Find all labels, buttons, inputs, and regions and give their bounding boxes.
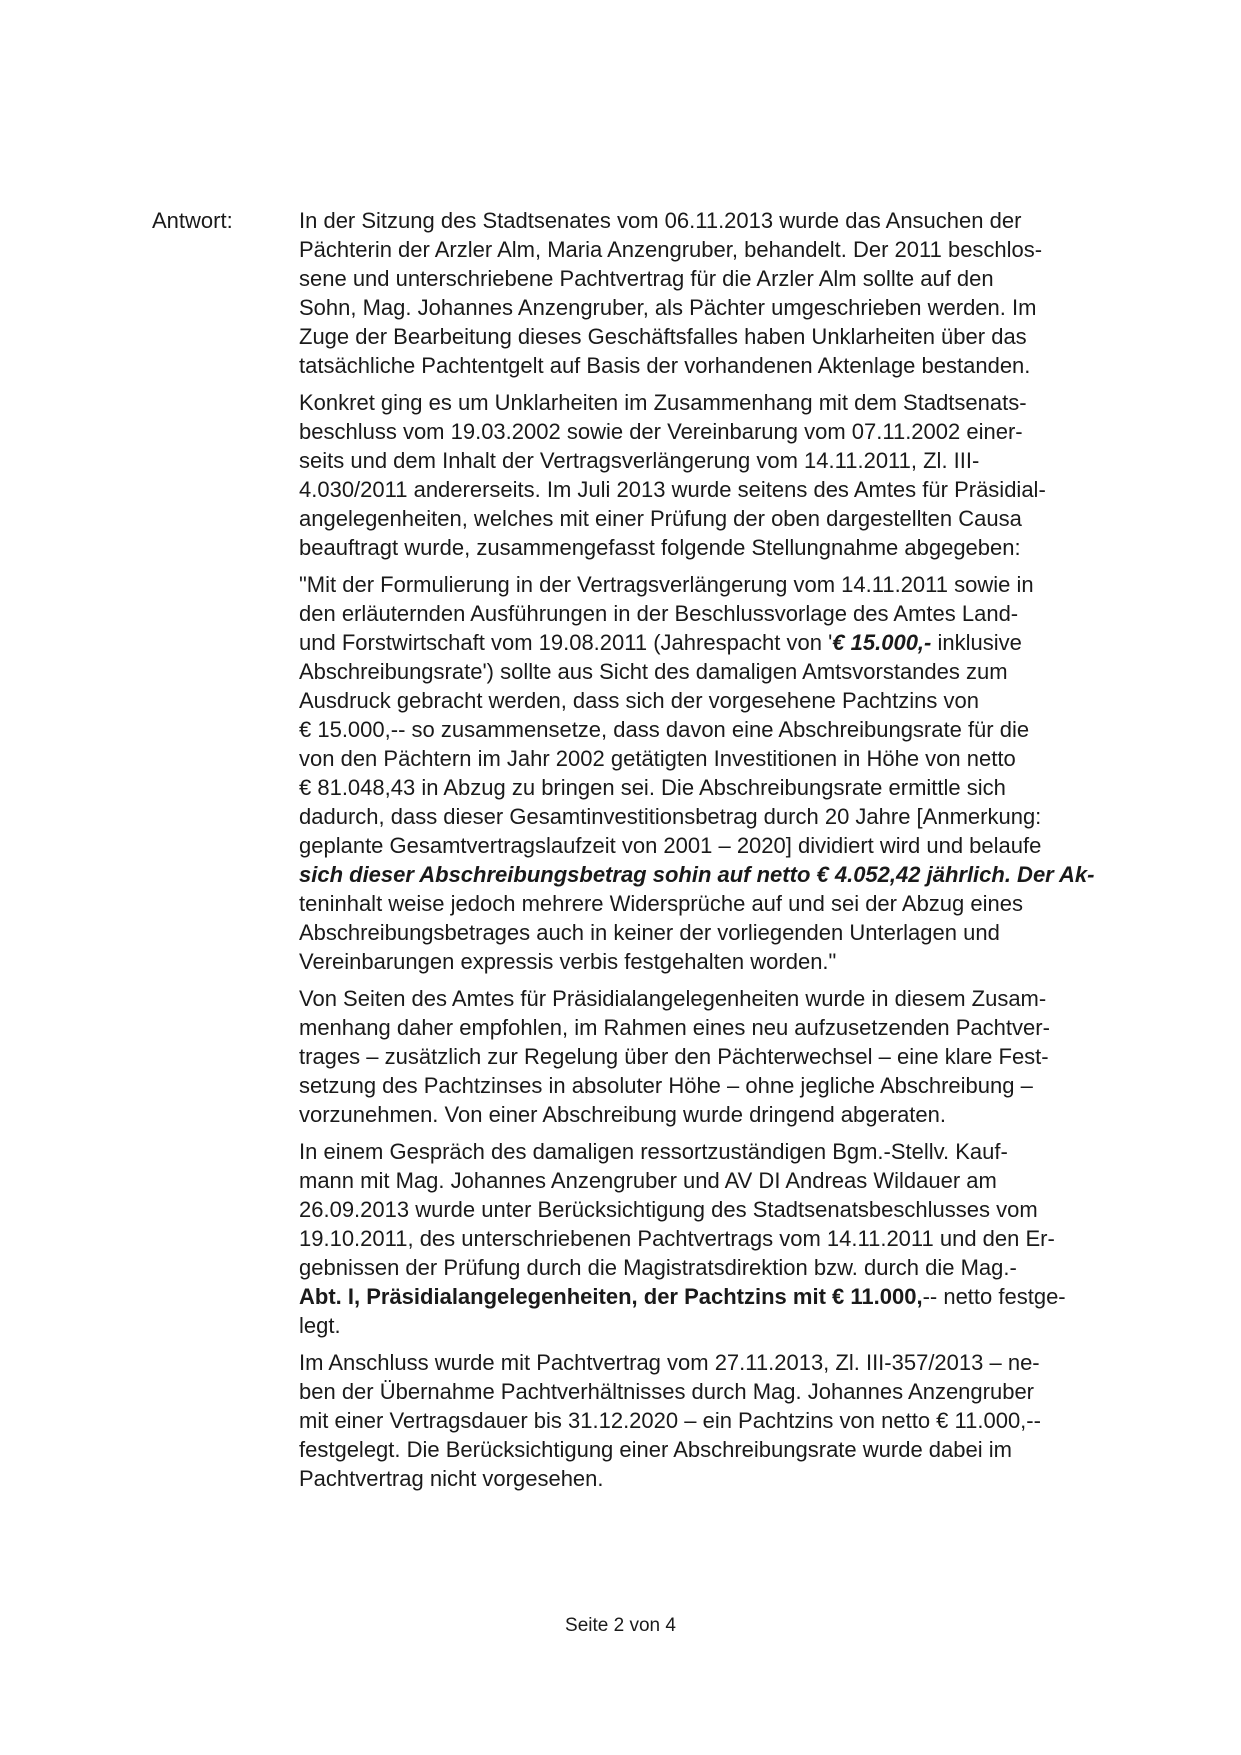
paragraph-1 [299, 206, 1139, 380]
text-line: Abschreibungsrate') sollte aus Sicht des damaligen Amtsvorstandes zum [299, 659, 1008, 684]
text-line: angelegenheiten, welches mit einer Prüfung der oben dargestellten Causa [299, 506, 1022, 531]
text-line: € 15.000,-- so zusammensetze, dass davon eine Abschreibungsrate für die [299, 717, 1030, 742]
text-line: beauftragt wurde, zusammengefasst folgende Stellungnahme abgegeben: [299, 535, 1021, 560]
text-line: sene und unterschriebene Pachtvertrag für die Arzler Alm sollte auf den [299, 266, 994, 291]
paragraph-spacer [299, 562, 1139, 570]
text-line: beschluss vom 19.03.2002 sowie der Vereinbarung vom 07.11.2002 einer- [299, 419, 1023, 444]
text-line: Sohn, Mag. Johannes Anzengruber, als Pächter umgeschrieben werden. Im [299, 295, 1037, 320]
text-line: Im Anschluss wurde mit Pachtvertrag vom 27.11.2013, Zl. III-357/2013 – ne- [299, 1350, 1040, 1375]
text-line: "Mit der Formulierung in der Vertragsverlängerung vom 14.11.2011 sowie in [299, 572, 1034, 597]
answer-body [299, 206, 1139, 1493]
text-line: In einem Gespräch des damaligen ressortzuständigen Bgm.-Stellv. Kauf- [299, 1139, 1008, 1164]
text-line: 26.09.2013 wurde unter Berücksichtigung des Stadtsenatsbeschlusses vom [299, 1197, 1038, 1222]
text-line: mit einer Vertragsdauer bis 31.12.2020 – ein Pachtzins von netto € 11.000,-- [299, 1408, 1041, 1433]
text-line: 19.10.2011, des unterschriebenen Pachtvertrags vom 14.11.2011 und den Er- [299, 1226, 1055, 1251]
text-line: trages – zusätzlich zur Regelung über den Pächterwechsel – eine klare Fest- [299, 1044, 1049, 1069]
text-line: von den Pächtern im Jahr 2002 getätigten Investitionen in Höhe von netto [299, 746, 1016, 771]
text-line: geplante Gesamtvertragslaufzeit von 2001 – 2020] dividiert wird und belaufe [299, 833, 1042, 858]
text-line: mann mit Mag. Johannes Anzengruber und AV DI Andreas Wildauer am [299, 1168, 997, 1193]
paragraph-spacer [299, 1129, 1139, 1137]
paragraph-4 [299, 984, 1139, 1129]
text-line: dadurch, dass dieser Gesamtinvestitionsbetrag durch 20 Jahre [Anmerkung: [299, 804, 1042, 829]
text-line: seits und dem Inhalt der Vertragsverlängerung vom 14.11.2011, Zl. III- [299, 448, 980, 473]
text-line: setzung des Pachtzinses in absoluter Höhe – ohne jegliche Abschreibung – [299, 1073, 1033, 1098]
text-line: Zuge der Bearbeitung dieses Geschäftsfalles haben Unklarheiten über das [299, 324, 1027, 349]
text-line: und Forstwirtschaft vom 19.08.2011 (Jahrespacht von '€ 15.000,- inklusive [299, 630, 1022, 655]
answer-label: Antwort: [152, 208, 233, 233]
text-line: Pächterin der Arzler Alm, Maria Anzengruber, behandelt. Der 2011 beschlos- [299, 237, 1043, 262]
paragraph-3 [299, 570, 1139, 976]
page-number: Seite 2 von 4 [565, 1615, 676, 1636]
text-line: vorzunehmen. Von einer Abschreibung wurde dringend abgeraten. [299, 1102, 947, 1127]
paragraph-5 [299, 1137, 1139, 1340]
text-line: Konkret ging es um Unklarheiten im Zusammenhang mit dem Stadtsenats- [299, 390, 1027, 415]
paragraph-2 [299, 388, 1139, 562]
text-line: gebnissen der Prüfung durch die Magistratsdirektion bzw. durch die Mag.- [299, 1255, 1017, 1280]
emphasis-bold-italic: € 15.000,- [832, 630, 932, 655]
text-line: teninhalt weise jedoch mehrere Widersprüche auf und sei der Abzug eines [299, 891, 1023, 916]
text-line: ben der Übernahme Pachtverhältnisses durch Mag. Johannes Anzengruber [299, 1379, 1035, 1404]
text-line: Abschreibungsbetrages auch in keiner der vorliegenden Unterlagen und [299, 920, 1000, 945]
text-line: festgelegt. Die Berücksichtigung einer Abschreibungsrate wurde dabei im [299, 1437, 1012, 1462]
text-line: tatsächliche Pachtentgelt auf Basis der vorhandenen Aktenlage bestanden. [299, 353, 1031, 378]
paragraph-spacer [299, 976, 1139, 984]
paragraph-spacer [299, 1340, 1139, 1348]
text-line: Von Seiten des Amtes für Präsidialangelegenheiten wurde in diesem Zusam- [299, 986, 1047, 1011]
text-line: Abt. I, Präsidialangelegenheiten, der Pachtzins mit € 11.000,-- netto festge- [299, 1284, 1066, 1309]
emphasis-bold-italic: sich dieser Abschreibungsbetrag sohin auf netto € 4.052,42 jährlich. Der Ak- [299, 862, 1095, 887]
text-line: Pachtvertrag nicht vorgesehen. [299, 1466, 604, 1491]
text-line: € 81.048,43 in Abzug zu bringen sei. Die Abschreibungsrate ermittle sich [299, 775, 1006, 800]
text-line: menhang daher empfohlen, im Rahmen eines neu aufzusetzenden Pachtver- [299, 1015, 1050, 1040]
text-line: Vereinbarungen expressis verbis festgehalten worden." [299, 949, 837, 974]
text-line [299, 860, 1139, 889]
paragraph-6 [299, 1348, 1139, 1493]
paragraph-spacer [299, 380, 1139, 388]
text-line: legt. [299, 1313, 341, 1338]
emphasis-bold: Abt. I, Präsidialangelegenheiten, der Pachtzins mit € 11.000, [299, 1284, 923, 1309]
text-line: den erläuternden Ausführungen in der Beschlussvorlage des Amtes Land- [299, 601, 1019, 626]
text-line: 4.030/2011 andererseits. Im Juli 2013 wurde seitens des Amtes für Präsidial- [299, 477, 1046, 502]
text-line: Ausdruck gebracht werden, dass sich der vorgesehene Pachtzins von [299, 688, 979, 713]
text-line: In der Sitzung des Stadtsenates vom 06.11.2013 wurde das Ansuchen der [299, 208, 1022, 233]
